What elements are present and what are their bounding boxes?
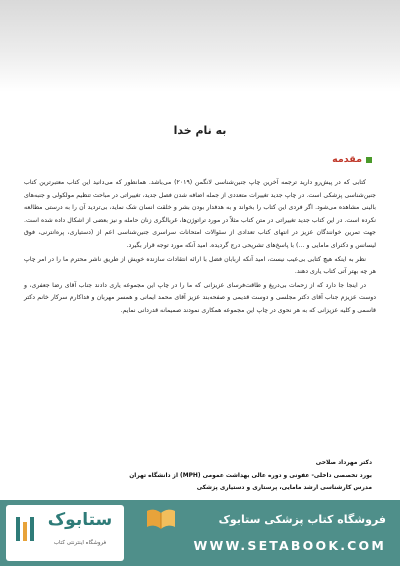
author-name: دکتر مهرداد صلاحی (315, 460, 372, 466)
author-position: مدرس کارشناسی ارشد مامایی، پرستاری و دستیاری پزشکی (196, 485, 372, 491)
body-text (24, 177, 376, 319)
store-title: فروشگاه کتاب پزشکی ستابوک (218, 513, 386, 526)
section-heading (332, 154, 372, 165)
author-credential: بورد تخصصی داخلی- عفونی و دوره عالی بهداشت عمومی (MPH) از دانشگاه تهران (129, 472, 372, 479)
store-url-link[interactable]: WWW.SETABOOK.COM (193, 538, 386, 553)
paragraph: در اینجا جا دارد که از زحمات بی‌دریغ و طاقت‌فرسای عزیزانی که ما را در چاپ این مجموعه یاری دادند جناب آقای رضا جعفری، و دوست عزیزم جناب آقای دکتر مجلسی و دوست قدیمی و صفحه‌بند عزیز آقای محمد ایمانی و همسر مهربان و فداکارم سرکار خانم دکتر قاسمی و کلیه عزیزانی که به هر نحوی در چاپ این مجموعه همکاری نمودند صمیمانه قدردانی نمایم. (24, 281, 376, 314)
paragraph: نظر به اینکه هیچ کتابی بی‌عیب نیست، امید آنکه اربابان فضل با ارائه انتقادات سازنده خویش از طریق ناشر محترم ما را در امر چاپ هر چه بهتر آتی کتاب یاری دهند. (24, 255, 376, 276)
section-heading-label: مقدمه (332, 154, 362, 165)
logo-mark-icon (14, 514, 36, 544)
bullet-square-icon (366, 157, 372, 163)
signature-block (129, 457, 372, 495)
logo-text: ستابوک (47, 510, 113, 530)
paragraph: کتابی که در پیش‌رو دارید ترجمه آخرین چاپ جنین‌شناسی لانگمن (۲۰۱۹) می‌باشد. همانطور که می‌دانید این کتاب معتبرترین کتاب جنین‌شناسی پزشکی است. در چاپ جدید تغییرات متعددی از جمله اضافه شدن فصل جدید، تغییراتی در مباحث تنظیم مولکولی و جنبه‌های بالینی مشاهده می‌شود. اگر فردی این کتاب را بخواند و به هدفدار بودن بشر و خلقت انسان شک نماید، بی‌تردید آن را به درستی مطالعه نکرده است. در این کتاب جدید تغییراتی در متن کتاب مثلاً در مورد تراتوژن‌ها، غربالگری زنان حامله و نیز بعضی از اشکال داده شده است. جهت تمرین خوانندگان عزیز در انتهای کتاب تعدادی از سئوالات امتحانات سراسری جنین‌شناسی اعم از (دستیاری، پره‌انترنی، فوق لیسانس و دکترای مامایی و …) با پاسخ‌های تشریحی درج گردیده. امید آنکه مورد توجه قرار بگیرد. (24, 179, 376, 249)
logo-tagline: فروشگاه اینترنتی کتاب (53, 540, 107, 546)
page-title: به نام خدا (173, 124, 227, 137)
open-book-icon (146, 507, 176, 531)
